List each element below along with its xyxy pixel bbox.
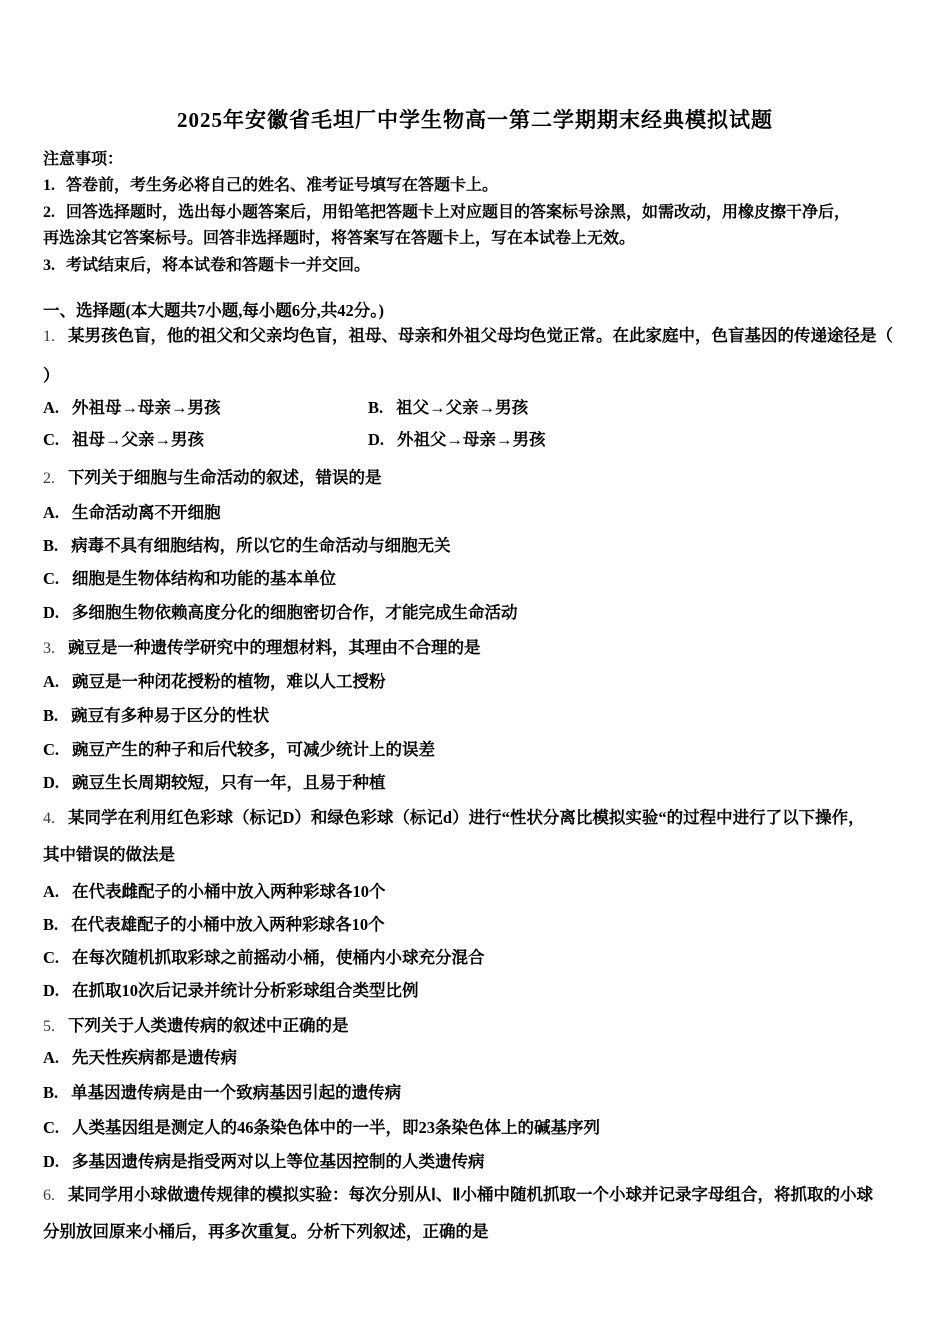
question-2-option-c bbox=[43, 567, 336, 591]
option-label: A. bbox=[43, 882, 60, 901]
notice-line bbox=[43, 227, 635, 251]
option-text: 在代表雄配子的小桶中放入两种彩球各10个 bbox=[71, 915, 385, 934]
notice-line-text: 再选涂其它答案标号。回答非选择题时，将答案写在答题卡上，写在本试卷上无效。 bbox=[43, 230, 636, 247]
option-text: 豌豆有多种易于区分的性状 bbox=[71, 706, 270, 725]
option-text: 多基因遗传病是指受两对以上等位基因控制的人类遗传病 bbox=[72, 1152, 485, 1171]
option-text: 在代表雌配子的小桶中放入两种彩球各10个 bbox=[72, 882, 386, 901]
notice-line-number: 1. bbox=[43, 177, 55, 194]
question-number: 4. bbox=[43, 810, 55, 827]
option-text: 在抓取10次后记录并统计分析彩球组合类型比例 bbox=[72, 981, 419, 1000]
notice-line bbox=[43, 201, 850, 225]
question-3-option-d bbox=[43, 771, 386, 795]
question-4-stem-continuation: 其中错误的做法是 bbox=[43, 845, 175, 864]
option-text: 祖母→父亲→男孩 bbox=[72, 430, 205, 449]
option-text: 豌豆是一种闭花授粉的植物，难以人工授粉 bbox=[72, 672, 386, 691]
question-number: 2. bbox=[43, 470, 55, 487]
option-text: 外祖母→母亲→男孩 bbox=[72, 398, 221, 417]
option-label: A. bbox=[43, 503, 60, 522]
question-stem-text: 下列关于细胞与生命活动的叙述，错误的是 bbox=[68, 468, 382, 487]
option-text: 生命活动离不开细胞 bbox=[72, 503, 221, 522]
question-4-option-a bbox=[43, 880, 386, 904]
option-text: 豌豆产生的种子和后代较多，可减少统计上的误差 bbox=[72, 740, 436, 759]
question-4-stem bbox=[43, 806, 865, 831]
option-text: 多细胞生物依赖高度分化的细胞密切合作，才能完成生命活动 bbox=[72, 603, 518, 622]
option-label: A. bbox=[43, 672, 60, 691]
question-number: 5. bbox=[43, 1018, 55, 1035]
question-stem-text: 下列关于人类遗传病的叙述中正确的是 bbox=[68, 1016, 349, 1035]
option-label: B. bbox=[43, 706, 59, 725]
question-number: 1. bbox=[43, 328, 55, 345]
option-label: D. bbox=[43, 603, 60, 622]
option-text: 病毒不具有细胞结构，所以它的生命活动与细胞无关 bbox=[71, 536, 451, 555]
option-label: C. bbox=[43, 948, 60, 967]
option-label: B. bbox=[368, 398, 384, 417]
notice-line-number: 3. bbox=[43, 257, 55, 274]
question-5-option-c bbox=[43, 1116, 600, 1140]
option-label: B. bbox=[43, 1083, 59, 1102]
option-text: 单基因遗传病是由一个致病基因引起的遗传病 bbox=[71, 1083, 402, 1102]
option-label: C. bbox=[43, 430, 60, 449]
question-6-stem-continuation: 分别放回原来小桶后，再多次重复。分析下列叙述，正确的是 bbox=[43, 1222, 489, 1241]
notice-heading: 注意事项： bbox=[43, 151, 124, 168]
notice-line bbox=[43, 254, 370, 278]
question-5-option-a bbox=[43, 1046, 237, 1070]
option-label: B. bbox=[43, 536, 59, 555]
question-5-option-b bbox=[43, 1081, 401, 1105]
question-2-stem bbox=[43, 466, 382, 491]
notice-line-number: 2. bbox=[43, 204, 55, 221]
question-stem-text: 某同学在利用红色彩球（标记D）和绿色彩球（标记d）进行“性状分离比模拟实验“的过程中进行了以下操作， bbox=[68, 808, 865, 827]
page-title: 2025年安徽省毛坦厂中学生物高一第二学期期末经典模拟试题 bbox=[177, 108, 773, 132]
option-text: 豌豆生长周期较短，只有一年，且易于种植 bbox=[72, 773, 386, 792]
option-text: 外祖父→母亲→男孩 bbox=[397, 430, 546, 449]
option-text: 祖父→父亲→男孩 bbox=[396, 398, 529, 417]
option-label: C. bbox=[43, 569, 60, 588]
question-1-option-a bbox=[43, 396, 221, 420]
question-3-option-a bbox=[43, 670, 386, 694]
question-3-stem bbox=[43, 636, 481, 661]
question-3-option-c bbox=[43, 738, 435, 762]
option-label: C. bbox=[43, 1118, 60, 1137]
question-5-option-d bbox=[43, 1150, 485, 1174]
question-1-stem bbox=[43, 324, 893, 349]
option-label: D. bbox=[368, 430, 385, 449]
question-2-option-b bbox=[43, 534, 451, 558]
question-1-option-c bbox=[43, 428, 204, 452]
question-2-option-d bbox=[43, 601, 518, 625]
option-label: D. bbox=[43, 981, 60, 1000]
question-4-option-b bbox=[43, 913, 385, 937]
option-label: D. bbox=[43, 773, 60, 792]
section-heading: 一、选择题(本大题共7小题,每小题6分,共42分。) bbox=[43, 301, 384, 320]
question-number: 3. bbox=[43, 640, 55, 657]
option-label: B. bbox=[43, 915, 59, 934]
option-text: 先天性疾病都是遗传病 bbox=[72, 1048, 238, 1067]
question-stem-text: 某男孩色盲，他的祖父和父亲均色盲，祖母、母亲和外祖父母均色觉正常。在此家庭中，色盲基因的传递途径是（ bbox=[68, 326, 893, 345]
notice-line-text: 考试结束后，将本试卷和答题卡一并交回。 bbox=[66, 257, 371, 274]
notice-line bbox=[43, 174, 498, 198]
question-1-option-b bbox=[368, 396, 528, 420]
question-2-option-a bbox=[43, 501, 221, 525]
option-text: 细胞是生物体结构和功能的基本单位 bbox=[72, 569, 337, 588]
question-6-stem bbox=[43, 1183, 873, 1208]
question-5-stem bbox=[43, 1014, 349, 1039]
question-3-option-b bbox=[43, 704, 269, 728]
option-label: A. bbox=[43, 398, 60, 417]
question-stem-text: 豌豆是一种遗传学研究中的理想材料，其理由不合理的是 bbox=[68, 638, 481, 657]
question-number: 6. bbox=[43, 1187, 55, 1204]
question-1-option-d bbox=[368, 428, 546, 452]
option-text: 人类基因组是测定人的46条染色体中的一半，即23条染色体上的碱基序列 bbox=[72, 1118, 601, 1137]
question-stem-text: 某同学用小球做遗传规律的模拟实验：每次分别从Ⅰ、Ⅱ小桶中随机抓取一个小球并记录字母组合，将抓取的小球 bbox=[68, 1185, 873, 1204]
option-text: 在每次随机抓取彩球之前摇动小桶，使桶内小球充分混合 bbox=[72, 948, 485, 967]
option-label: C. bbox=[43, 740, 60, 759]
question-4-option-c bbox=[43, 946, 485, 970]
notice-line-text: 答卷前，考生务必将自己的姓名、准考证号填写在答题卡上。 bbox=[66, 177, 499, 194]
question-1-stem-continuation: ） bbox=[43, 366, 60, 385]
question-4-option-d bbox=[43, 979, 419, 1003]
option-label: D. bbox=[43, 1152, 60, 1171]
option-label: A. bbox=[43, 1048, 60, 1067]
notice-line-text: 回答选择题时，选出每小题答案后，用铅笔把答题卡上对应题目的答案标号涂黑，如需改动，用橡皮擦干净后， bbox=[66, 204, 851, 221]
